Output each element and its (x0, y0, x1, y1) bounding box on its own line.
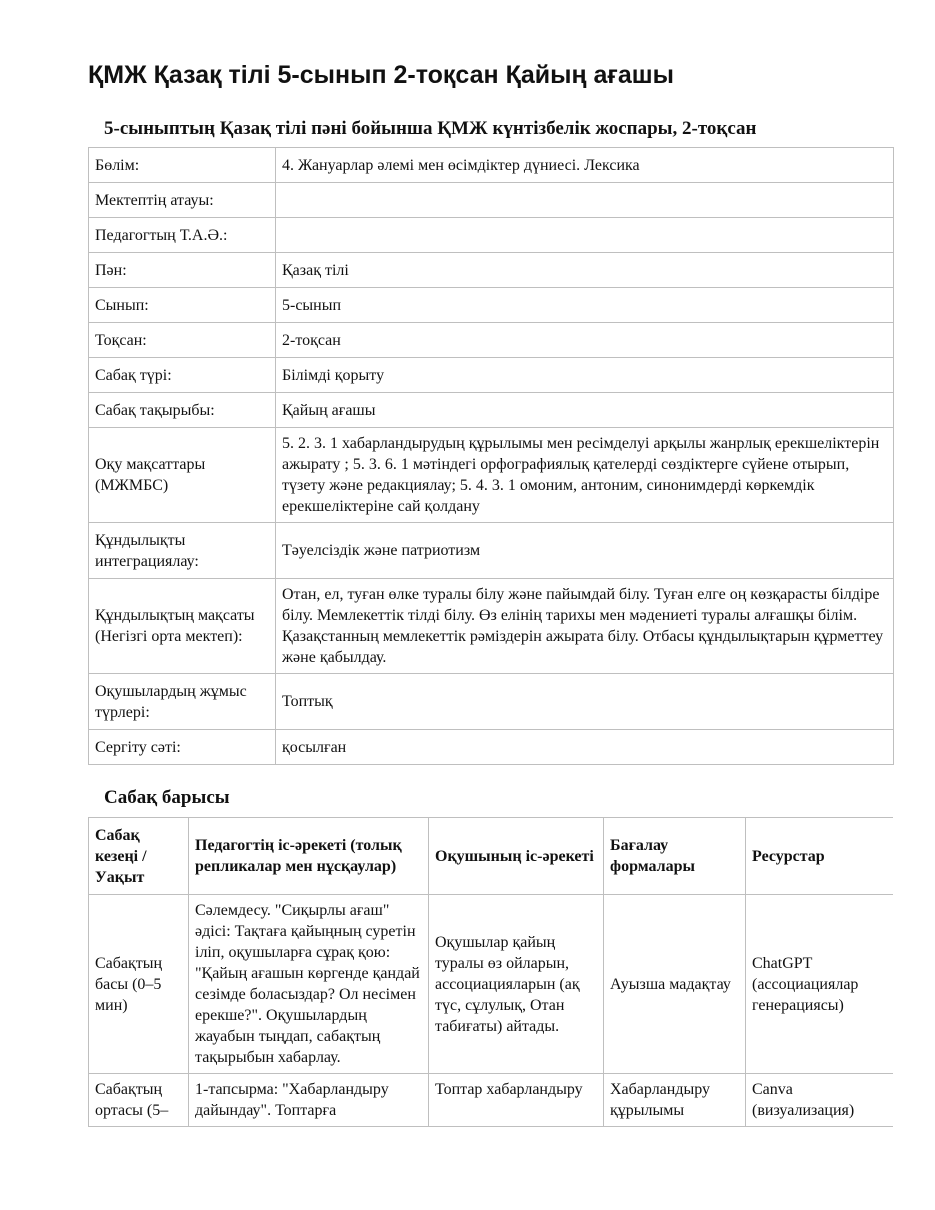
info-label: Сабақ түрі: (89, 358, 276, 393)
info-value (276, 218, 894, 253)
table-row (89, 579, 894, 674)
plan-subtitle: 5-сыныптың Қазақ тілі пәні бойынша ҚМЖ күнтізбелік жоспары, 2-тоқсан (104, 118, 757, 139)
info-label: Сынып: (89, 288, 276, 323)
info-label: Тоқсан: (89, 323, 276, 358)
column-header: Педагогтің іс-әрекеті (толық репликалар мен нұсқаулар) (189, 818, 429, 895)
table-row (89, 523, 894, 579)
table-row (89, 358, 894, 393)
table-row (89, 288, 894, 323)
info-value: Топтық (276, 674, 894, 730)
table-row (89, 730, 894, 765)
info-label: Құндылықты интеграциялау: (89, 523, 276, 579)
table-row (89, 218, 894, 253)
lesson-process-table (88, 817, 893, 1127)
stage-cell: Сабақтың ортасы (5– (89, 1074, 189, 1127)
teacher-activity-cell: 1-тапсырма: "Хабарландыру дайындау". Топтарға (189, 1074, 429, 1127)
info-label: Оқу мақсаттары (МЖМБС) (89, 428, 276, 523)
column-header: Оқушының іс-әрекеті (429, 818, 604, 895)
info-label: Сабақ тақырыбы: (89, 393, 276, 428)
info-label: Мектептің атауы: (89, 183, 276, 218)
lesson-process-container (88, 817, 893, 1155)
info-value: 4. Жануарлар әлемі мен өсімдіктер дүниесі. Лексика (276, 148, 894, 183)
info-label: Құндылықтың мақсаты (Негізгі орта мектеп): (89, 579, 276, 674)
page-title: ҚМЖ Қазақ тілі 5-сынып 2-тоқсан Қайың ағашы (88, 61, 674, 89)
table-row (89, 393, 894, 428)
info-value: 5. 2. 3. 1 хабарландырудың құрылымы мен ресімделуі арқылы жанрлық ерекшеліктерін ажырату ; 5. 3. 6. 1 мәтіндегі орфографиялық қателерді сөздіктерге сүйене отырып, түзету және редакциялау; 5. 4. 3. 1 омоним, антоним, синонимдерді көркемдік ерекшеліктеріне сай қолдану (276, 428, 894, 523)
table-header-row (89, 818, 894, 895)
table-row (89, 674, 894, 730)
student-activity-cell: Оқушылар қайың туралы өз ойларын, ассоциацияларын (ақ түс, сұлулық, Отан табиғаты) айтады. (429, 895, 604, 1074)
info-value: 2-тоқсан (276, 323, 894, 358)
table-row (89, 183, 894, 218)
column-header: Бағалау формалары (604, 818, 746, 895)
table-row (89, 895, 894, 1074)
assessment-cell: Ауызша мадақтау (604, 895, 746, 1074)
info-label: Сергіту сәті: (89, 730, 276, 765)
table-row (89, 428, 894, 523)
info-label: Педагогтың Т.А.Ә.: (89, 218, 276, 253)
stage-cell: Сабақтың басы (0–5 мин) (89, 895, 189, 1074)
info-value: Тәуелсіздік және патриотизм (276, 523, 894, 579)
info-value: Білімді қорыту (276, 358, 894, 393)
table-row (89, 323, 894, 358)
assessment-cell: Хабарландыру құрылымы (604, 1074, 746, 1127)
table-row (89, 148, 894, 183)
resources-cell: ChatGPT (ассоциациялар генерациясы) (746, 895, 894, 1074)
info-label: Бөлім: (89, 148, 276, 183)
lesson-process-title: Сабақ барысы (104, 787, 230, 808)
table-row (89, 1074, 894, 1127)
column-header: Сабақ кезеңі / Уақыт (89, 818, 189, 895)
info-value: Қайың ағашы (276, 393, 894, 428)
info-value: қосылған (276, 730, 894, 765)
info-value: Қазақ тілі (276, 253, 894, 288)
table-row (89, 253, 894, 288)
info-value: Отан, ел, туған өлке туралы білу және пайымдай білу. Туған елге оң көзқарасты білдіре білу. Мемлекеттік тілді білу. Өз елінің тарихы мен мәдениеті туралы алғашқы білім. Қазақстанның мемлекеттік рәміздерін ажырата білу. Отбасы құндылықтарын құрметтеу және қабылдау. (276, 579, 894, 674)
teacher-activity-cell: Сәлемдесу. "Сиқырлы ағаш" әдісі: Тақтаға қайыңның суретін іліп, оқушыларға сұрақ қою: "Қайың ағашын көргенде қандай сезімде боласыздар? Ол несімен ерекше?". Оқушылардың жауабын тыңдап, сабақтың тақырыбын хабарлау. (189, 895, 429, 1074)
resources-cell: Canva (визуализация) (746, 1074, 894, 1127)
info-label: Пән: (89, 253, 276, 288)
column-header: Ресурстар (746, 818, 894, 895)
info-value: 5-сынып (276, 288, 894, 323)
info-label: Оқушылардың жұмыс түрлері: (89, 674, 276, 730)
student-activity-cell: Топтар хабарландыру (429, 1074, 604, 1127)
lesson-info-table (88, 147, 894, 765)
info-value (276, 183, 894, 218)
